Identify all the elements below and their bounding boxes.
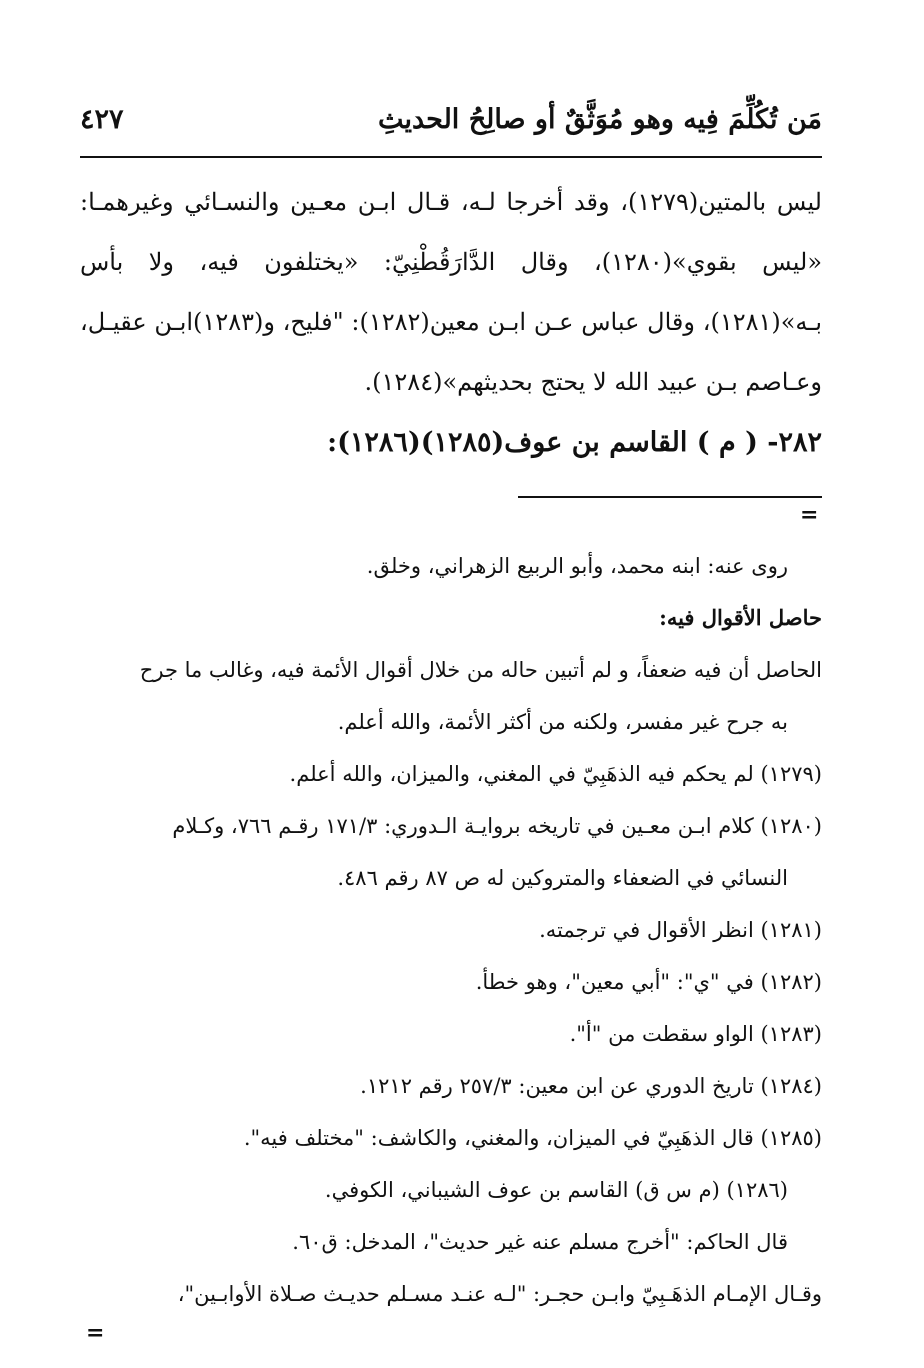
footnote-1286: (١٢٨٦) (م س ق) القاسم بن عوف الشيباني، الكوفي. (324, 1178, 788, 1202)
footnote-1279: (١٢٧٩) لم يحكم فيه الذهَبِيّ في المغني، والميزان، والله أعلم. (289, 762, 822, 786)
footnote-separator (518, 496, 822, 498)
entry-heading: ٢٨٢- ( م ) القاسم بن عوف(١٢٨٥)(١٢٨٦): (327, 427, 822, 458)
page-header (80, 98, 822, 150)
footnote-rawa-line: روى عنه: ابنه محمد، وأبو الربيع الزهراني، وخلق. (366, 554, 788, 578)
main-text (80, 172, 822, 412)
footnote-1282: (١٢٨٢) في "ي": "أبي معين"، وهو خطأ. (475, 970, 822, 994)
footnote-1281: (١٢٨١) انظر الأقوال في ترجمته. (539, 918, 822, 942)
footnote-1284: (١٢٨٤) تاريخ الدوري عن ابن معين: ٢٥٧/٣ رقم ١٢١٢. (360, 1074, 822, 1098)
continuation-mark-bottom: = (86, 1320, 104, 1346)
footnote-1285: (١٢٨٥) قال الذهَبِيّ في الميزان، والمغني، والكاشف: "مختلف فيه". (243, 1126, 822, 1150)
footnote-hakim-line: قال الحاكم: "أخرج مسلم عنه غير حديث"، المدخل: ق٦٠. (292, 1230, 788, 1254)
header-rule (80, 156, 822, 158)
footnote-1280-b: النسائي في الضعفاء والمتروكين له ص ٨٧ رقم ٤٨٦. (337, 866, 788, 890)
footnote-hasil-text-2: به جرح غير مفسر، ولكنه من أكثر الأئمة، والله أعلم. (337, 710, 788, 734)
footnote-1283: (١٢٨٣) الواو سقطت من "أ". (569, 1022, 822, 1046)
page-number: ٤٢٧ (80, 104, 124, 135)
footnote-last-line: وقـال الإمـام الذهَـبِيّ وابـن حجـر: "لـه عنـد مسـلم حديـث صـلاة الأوابـين"، (177, 1282, 822, 1306)
main-paragraph: ليس بالمتين(١٢٧٩)، وقد أخرجا لـه، قـال ابـن معـين والنسـائي وغيرهمـا: «ليس بقوي»(١٢٨٠)، وقال الدَّارَقُطْنِيّ: «يختلفون فيه، ولا بأس بـه»(١٢٨١)، وقال عباس عـن ابـن معين(١٢٨٢): "فليح، و(١٢٨٣)ابـن عقيـل، وعـاصم بـن عبيد الله لا يحتج بحديثهم»(١٢٨٤). (80, 188, 822, 396)
footnote-hasil-text-1: الحاصل أن فيه ضعفاً، و لم أتبين حاله من خلال أقوال الأئمة فيه، وغالب ما جرح (139, 658, 822, 682)
footnote-hasil-heading: حاصل الأقوال فيه: (659, 605, 822, 630)
footnotes (80, 540, 822, 1320)
running-title: مَن تُكُلِّمَ فِيه وهو مُوَثَّقٌ أو صالِحُ الحديثِ (377, 104, 822, 135)
footnote-1280-a: (١٢٨٠) كلام ابـن معـين في تاريخه بروايـة الـدوري: ١٧١/٣ رقـم ٧٦٦، وكـلام (172, 814, 822, 838)
continuation-mark-top: = (800, 502, 818, 528)
